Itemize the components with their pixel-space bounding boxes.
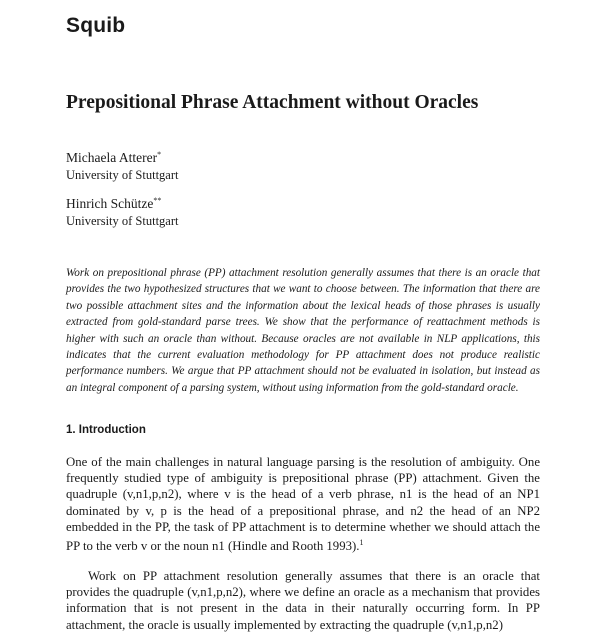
author-name xyxy=(66,196,161,212)
body-paragraph xyxy=(66,454,540,554)
author-footnote-mark: * xyxy=(157,150,162,159)
author-affiliation: University of Stuttgart xyxy=(66,168,179,182)
author-name-text: Hinrich Schütze xyxy=(66,196,154,211)
page-title: Prepositional Phrase Attachment without Oracles xyxy=(66,92,479,113)
author-footnote-mark: ** xyxy=(153,196,162,205)
paragraph-text: One of the main challenges in natural language parsing is the resolution of ambiguity. One frequently studied type of ambiguity is prepositional phrase (PP) attachment. Given the quadruple (v,n1,p,n2), where v is the head of a verb phrase, n1 is the head of an NP1 dominated by v, p is the head of a prepositional phrase, and n2 the head of an NP2 embedded in the PP, the task of PP attachment is to determine whether we should attach the PP to the verb v or the noun n1 (Hindle and Rooth 1993). xyxy=(66,455,540,554)
author-name-text: Michaela Atterer xyxy=(66,150,158,165)
footnote-mark: 1 xyxy=(359,538,364,548)
section-heading: 1. Introduction xyxy=(66,424,146,436)
body-paragraph: Work on PP attachment resolution generally assumes that there is an oracle that provides the quadruple (v,n1,p,n2), where we define an oracle as a mechanism that provides information that is not present in the data in their naturally occurring form. In PP attachment, the oracle is usually implemented by extracting the quadruple (v,n1,p,n2) xyxy=(66,569,540,632)
author-name xyxy=(66,150,161,166)
abstract: Work on prepositional phrase (PP) attachment resolution generally assumes that there is an oracle that provides the two hypothesized structures that we want to choose between. The information that there are two possible attachment sites and the information about the lexical heads of those phrases is usually extracted from gold-standard parse trees. We show that the performance of reattachment methods is higher with such an oracle than without. Because oracles are not available in NLP applications, this indicates that the current evaluation methodology for PP attachment does not produce realistic performance numbers. We argue that PP attachment should not be evaluated in isolation, but instead as an integral component of a parsing system, without using information from the gold-standard oracle. xyxy=(66,267,540,394)
section-kicker: Squib xyxy=(66,14,126,37)
author-affiliation: University of Stuttgart xyxy=(66,214,179,228)
